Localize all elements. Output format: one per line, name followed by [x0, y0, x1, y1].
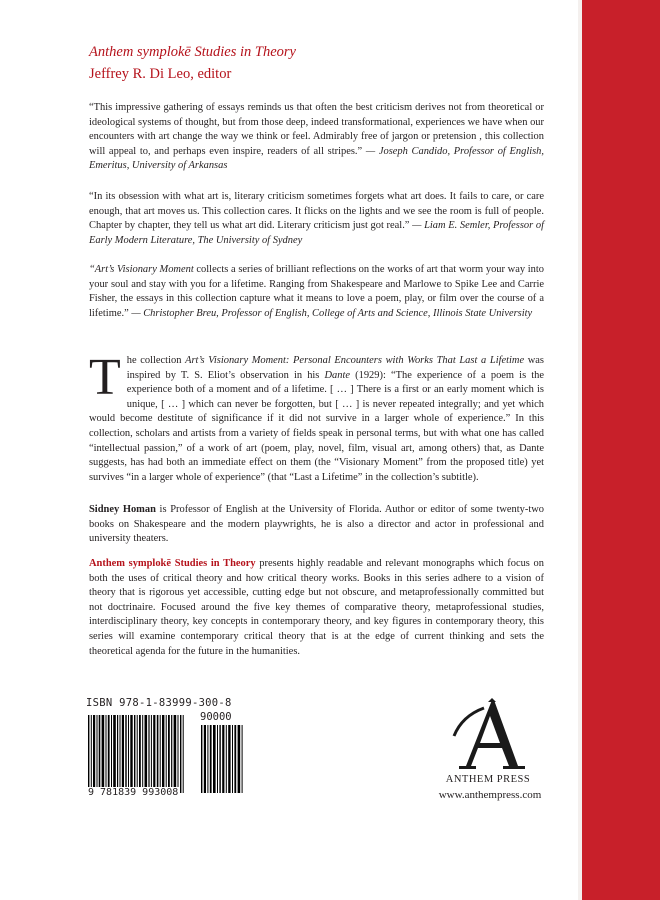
book-spine — [582, 0, 660, 900]
series-name: Anthem symplokē Studies in Theory — [89, 558, 256, 569]
anthem-press-logo — [432, 696, 542, 779]
anthem-a-logo-icon — [432, 696, 542, 774]
endorsement-quote-3 — [89, 263, 544, 321]
description-dante-title: Dante — [324, 369, 351, 381]
description-book-title: Art’s Visionary Moment: Personal Encounters with Works That Last a Lifetime — [185, 355, 525, 366]
publisher-url: www.anthempress.com — [438, 789, 542, 801]
price-barcode — [200, 711, 260, 798]
description-text: (1929): “The experience of a poem is the experience both of a moment and of a lifetime. [ … ] There is a first or an early moment which is unique, [ … ] which can never be forgotten, but [ … ] is never repeated integrally; and yet which would become destitute of significance if it did not survive in a larger whole of experience.” In this collection, scholars and artists from a variety of fields speak in personal terms, but with what one has called “intellectual passion,” of a work of art (poem, play, novel, film, visual art, among others) that, as Dante suggests, has had both an immediate effect on them (the “Visionary Moment” from the proposed title) yet survives “in a larger whole of experience” (that “Last a Lifetime” in the collection’s subtitle). — [89, 369, 545, 483]
series-title: Anthem symplokē Studies in Theory — [89, 44, 296, 60]
isbn-label: ISBN 978-1-83999-300-8 — [86, 697, 232, 709]
endorsement-quote-1 — [89, 101, 544, 174]
series-blurb — [89, 557, 544, 659]
endorsement-quote-2 — [89, 190, 544, 248]
quote-book-title: “Art’s Visionary Moment — [89, 264, 194, 275]
quote-attribution: — Christopher Breu, Professor of English, College of Arts and Science, Illinois State University — [131, 307, 533, 319]
barcode-digits: 9 781839 993008 — [88, 787, 179, 798]
book-description — [89, 349, 545, 485]
description-text: was inspired by T. S. Eliot’s observation in his — [126, 355, 544, 381]
series-blurb-text: presents highly readable and relevant monographs which focus on both the uses of critical theory and how critical theory works. Books in this series adhere to a vision of theory that is rigorous yet accessible, cutting edge but not obscure, and metaprofessionally committed but not doctrinaire. Focused around the five key themes of comparative theory, metaprofessional studies, interdisciplinary theory, key concepts in contemporary theory, and key figures in contemporary theory, this series will examine contemporary critical theory that is at the edge of current thinking and sets the theoretical agenda for the future in the humanities. — [89, 558, 544, 657]
bio-text: is Professor of English at the University of Florida. Author or editor of some twenty-two books on Shakespeare and the modern playwrights, he is also a director and actor in professional and university theaters. — [89, 504, 544, 545]
barcode-graphic — [86, 711, 196, 797]
quote-text: collects a series of brilliant reflections on the works of art that worm your way into your soul and stay with you for a lifetime. Ranging from Shakespeare and Marlowe to Spike Lee and Carrie Fisher, the essays in this collection capture what it means to love a poem, play, or film over the course of a lifetime.” — [89, 264, 544, 319]
quote-text: “In its obsession with what art is, literary criticism sometimes forgets what art does. It fails to care, or care enough, that art moves us. This collection cares. It flicks on the lights and we see the room is full of people. Chapter by chapter, they tell us what art did. Literary criticism just got real.” — [89, 191, 544, 232]
price-code: 90000 — [200, 711, 232, 723]
quote-attribution: — Joseph Candido, Professor of English, Emeritus, University of Arkansas — [89, 145, 545, 172]
barcode-bars — [86, 711, 196, 797]
publisher-name: ANTHEM PRESS — [445, 774, 531, 785]
author-bio — [89, 503, 544, 547]
editor-credit: Jeffrey R. Di Leo, editor — [89, 66, 232, 82]
quote-text: “This impressive gathering of essays reminds us that often the best criticism derives not from theoretical or ideological systems of thought, but from those deep, indeed transformational, experiences we have when our encounters with art change the way we think or feel. Admirably free of jargon or pretension , this collection will appeal to, and perhaps even inspire, readers of all stripes.” — [89, 102, 544, 157]
price-barcode-bars — [200, 723, 248, 793]
drop-cap: T — [89, 349, 121, 406]
description-text: he collection — [126, 355, 186, 366]
author-name: Sidney Homan — [89, 504, 156, 515]
quote-attribution: — Liam E. Semler, Professor of Early Modern Literature, The University of Sydney — [89, 220, 545, 246]
